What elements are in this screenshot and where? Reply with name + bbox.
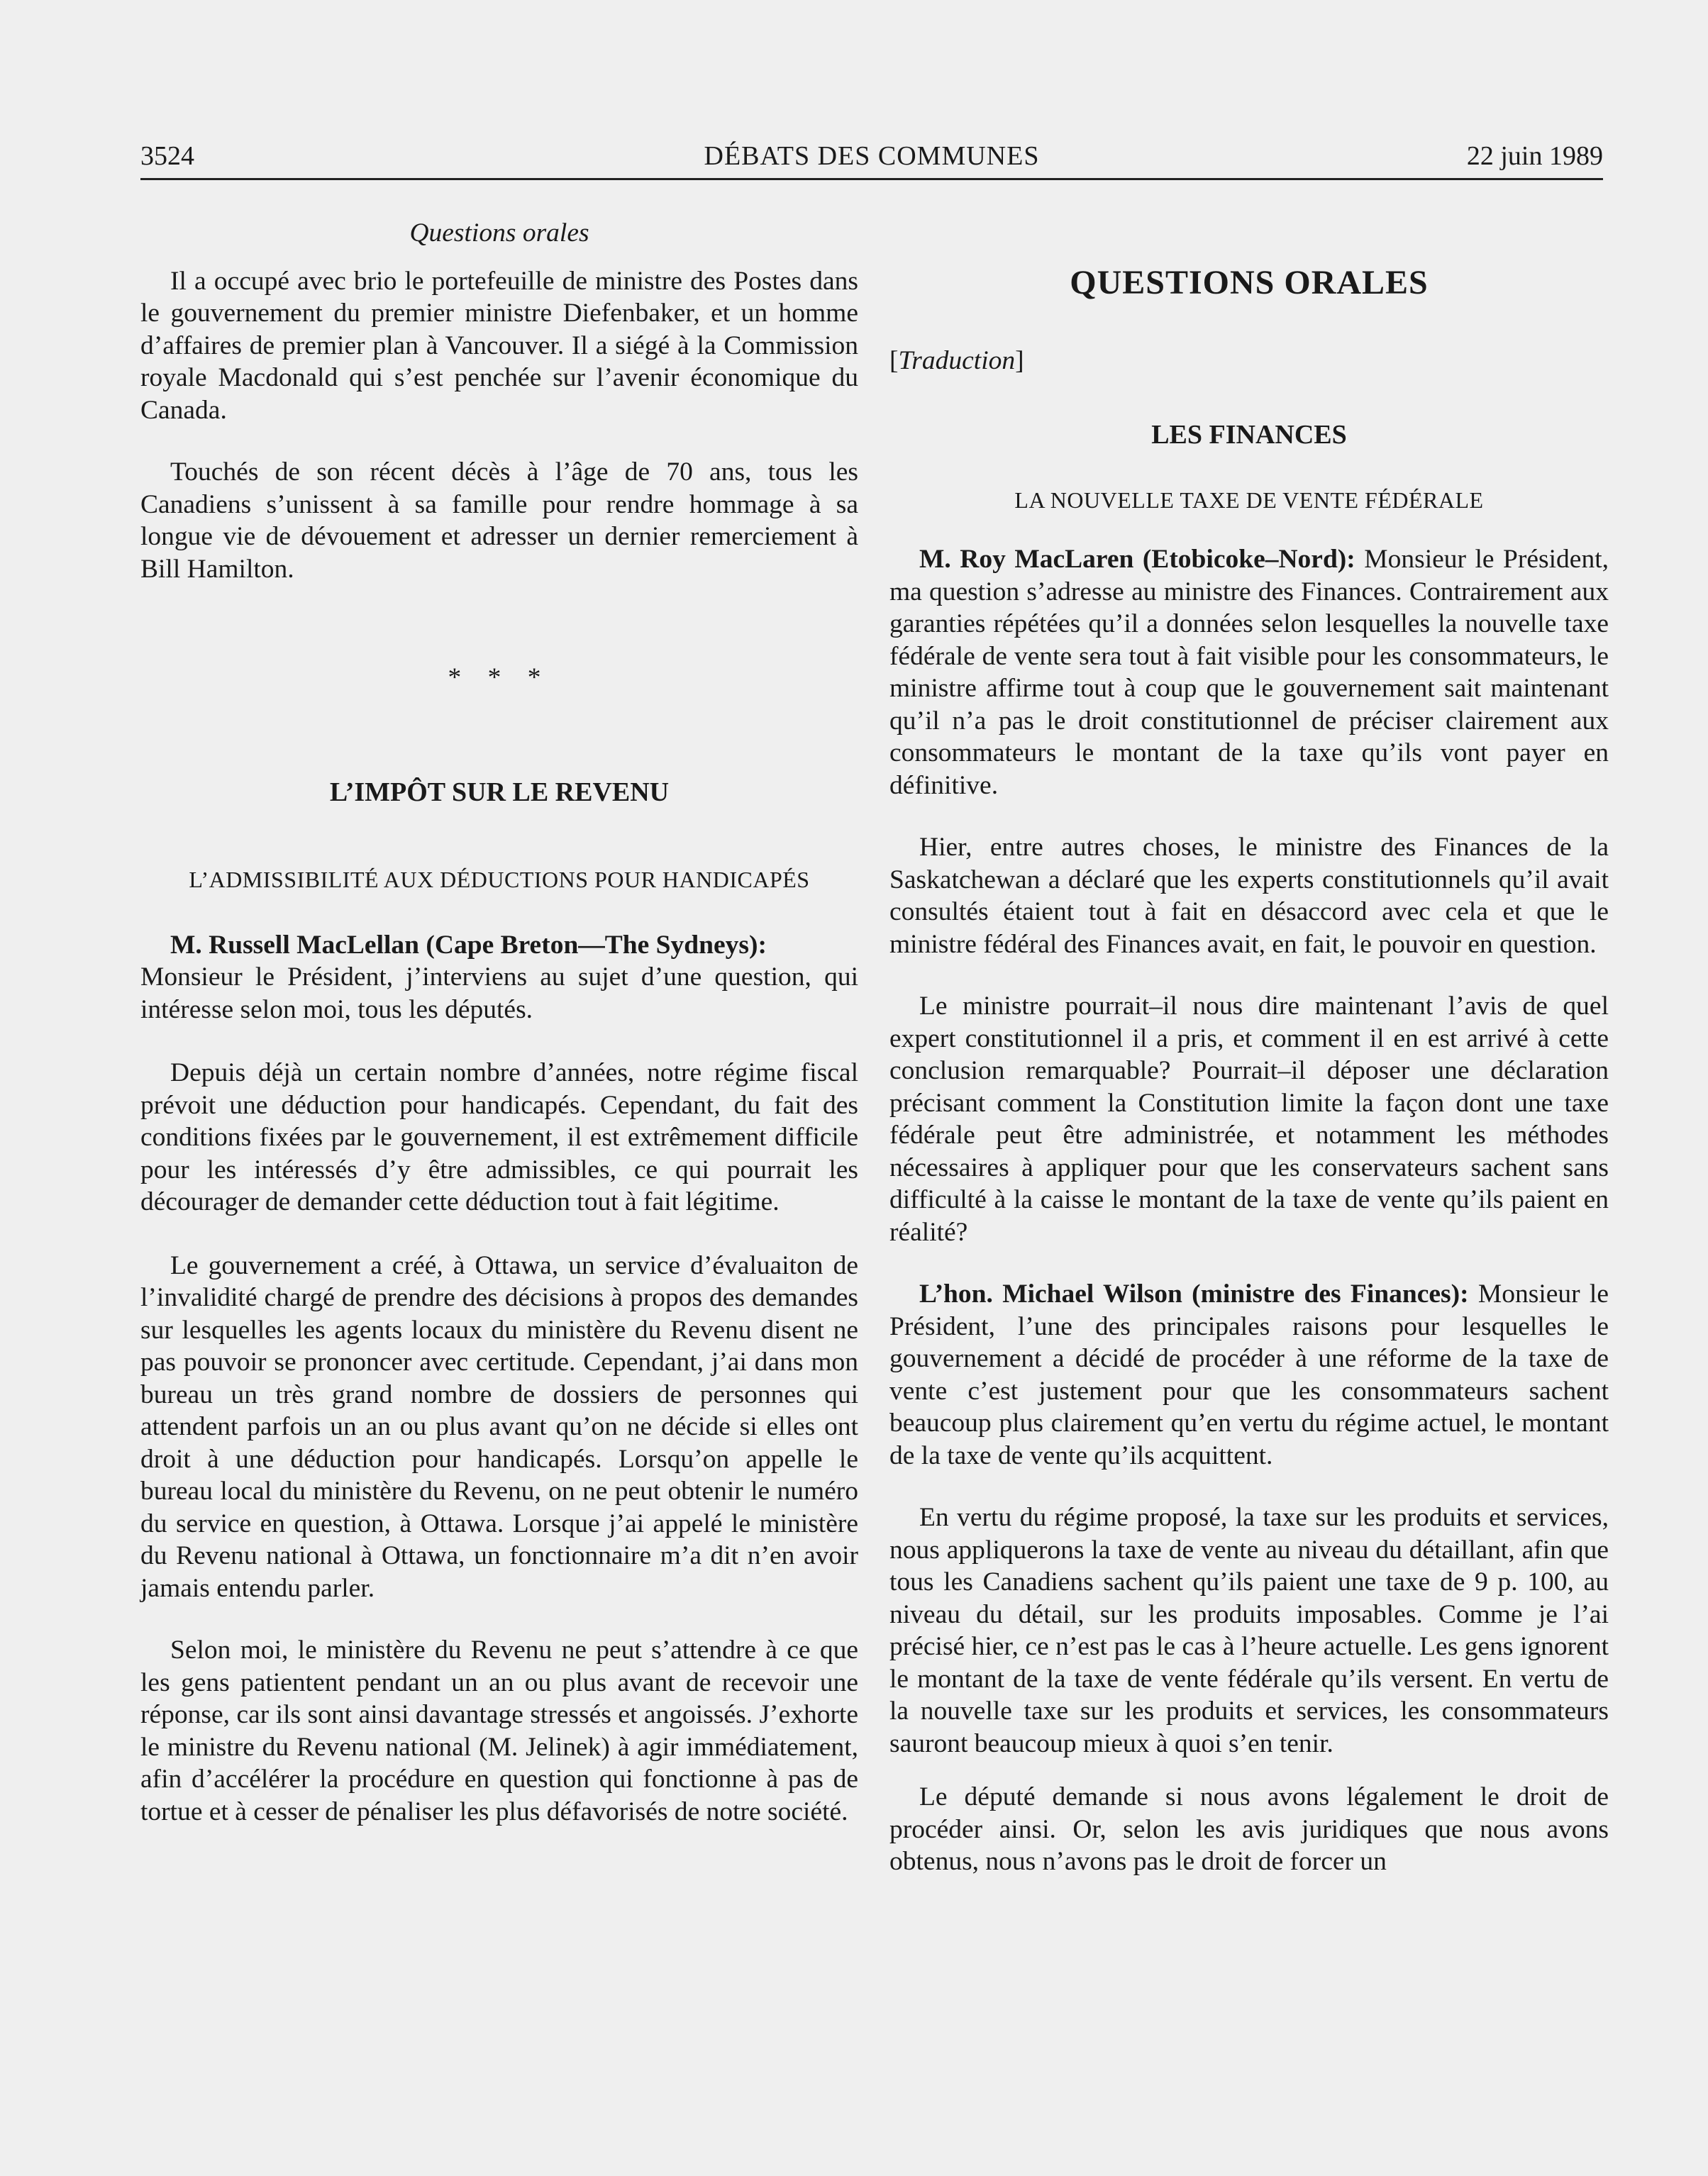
speaker-name: L’hon. Michael Wilson (ministre des Finances): <box>919 1279 1469 1309</box>
paragraph: Depuis déjà un certain nombre d’années, notre régime fiscal prévoit une déduction pour handicapés. Cependant, du fait des conditions fixées par le gouvernement, il est extrêmement difficile pour les intéressés d’y être admissibles, ce qui pourrait les décourager de demander cette déduction tout à fait légitime. <box>140 1058 858 1216</box>
speaker-name: M. Roy MacLaren (Etobicoke–Nord): <box>919 545 1355 574</box>
page-section-title: QUESTIONS ORALES <box>1070 264 1429 301</box>
paragraph <box>889 543 1609 801</box>
paragraph: En vertu du régime proposé, la taxe sur les produits et services, nous appliquerons la taxe de vente au niveau du détaillant, afin que tous les Canadiens sachent qu’ils paient une taxe de 9 p. 100, au niveau du détail, sur les produits imposables. Comme je l’ai précisé hier, ce n’est pas le cas à l’heure actuelle. Les gens ignorent le montant de la taxe de vente fédérale qu’ils versent. En vertu de la nouvelle taxe sur les produits et services, les consommateurs sauront beaucoup mieux à quoi s’en tenir. <box>889 1503 1609 1758</box>
header-rule <box>140 178 1603 180</box>
speech-text: Monsieur le Président, l’une des principales raisons pour lesquelles le gouvernement a décidé de procéder à une réforme de la taxe de vente c’est justement pour que les consommateurs sachent beaucoup plus clairement qu’en vertu du régime actuel, le montant de la taxe de vente qu’ils acquittent. <box>889 1279 1609 1470</box>
paragraph <box>140 929 858 962</box>
publication-date: 22 juin 1989 <box>1466 141 1603 171</box>
paragraph: Le gouvernement a créé, à Ottawa, un service d’évaluaiton de l’invalidité chargé de prendre des décisions à propos des demandes sur lesquelles les agents locaux du ministère du Revenu disent ne pas pouvoir se prononcer avec certitude. Cependant, j’ai dans mon bureau un très grand nombre de dossiers de personnes qui attendent parfois un an ou plus avant qu’on ne décide si elles ont droit à une déduction pour handicapés. Lorsqu’on appelle le bureau local du ministère du Revenu, on ne peut obtenir le numéro du service en question, à Ottawa. Lorsque j’ai appelé le ministère du Revenu national à Ottawa, un fonctionnaire m’a dit n’en avoir jamais entendu parler. <box>140 1250 858 1603</box>
paragraph: Touchés de son récent décès à l’âge de 70 ans, tous les Canadiens s’unissent à sa famille pour rendre hommage à sa longue vie de dévouement et adresser un dernier remerciement à Bill Hamilton. <box>140 457 858 584</box>
paragraph: Selon moi, le ministère du Revenu ne peut s’attendre à ce que les gens patientent pendant un an ou plus avant de recevoir une réponse, car ils sont ainsi davantage stressés et angoissés. J’exhorte le ministre du Revenu national (M. Jelinek) à agir immédiatement, afin d’accélérer la procédure en question qui fonctionne à pas de tortue et à cesser de pénaliser les plus défavorisés de notre société. <box>140 1636 858 1826</box>
left-column <box>140 213 858 1828</box>
section-subheading: L’ADMISSIBILITÉ AUX DÉDUCTIONS POUR HANDICAPÉS <box>189 867 810 892</box>
translation-label: Traduction <box>898 345 1016 375</box>
paragraph <box>889 1278 1609 1472</box>
section-separator: * * * <box>448 663 551 692</box>
publication-title: DÉBATS DES COMMUNES <box>704 141 1040 171</box>
paragraph: Hier, entre autres choses, le ministre des Finances de la Saskatchewan a déclaré que les experts constitutionnels qu’il avait consultés étaient tout à fait en désaccord avec cela et que le ministre fédéral des Finances avait, en fait, le pouvoir en question. <box>889 833 1609 959</box>
speaker-name: M. Russell MacLellan (Cape Breton—The Sydneys): <box>170 930 767 960</box>
section-subheading: LA NOUVELLE TAXE DE VENTE FÉDÉRALE <box>1014 487 1484 513</box>
paragraph: Il a occupé avec brio le portefeuille de ministre des Postes dans le gouvernement du premier ministre Diefenbaker, et un homme d’affaires de premier plan à Vancouver. Il a siégé à la Commission royale Macdonald qui s’est penchée sur l’avenir économique du Canada. <box>140 266 858 425</box>
speech-text: Monsieur le Président, ma question s’adresse au ministre des Finances. Contrairement aux garanties répétées qu’il a données selon lesquelles la nouvelle taxe fédérale de vente sera tout à fait visible pour les consommateurs, le ministre affirme tout à coup que le gouvernement sait maintenant qu’il n’a pas le droit constitutionnel de préciser clairement aux consommateurs le montant de la taxe qu’ils vont payer en définitive. <box>889 545 1609 800</box>
right-column <box>889 213 1609 1878</box>
page-number: 3524 <box>140 141 194 171</box>
page-header <box>140 139 1603 179</box>
paragraph: Le député demande si nous avons légalement le droit de procéder ainsi. Or, selon les avis juridiques que nous avons obtenus, nous n’avons pas le droit de forcer un <box>889 1782 1609 1876</box>
paragraph: Le ministre pourrait–il nous dire maintenant l’avis de quel expert constitutionnel il a pris, et comment il en est arrivé à cette conclusion remarquable? Pourrait–il déposer une déclaration précisant comment la Constitution limite la façon dont une taxe fédérale peut être administrée, et notamment les méthodes nécessaires à appliquer pour que les conservateurs sachent sans difficulté à la caisse le montant de la taxe de vente qu’ils paient en réalité? <box>889 992 1609 1247</box>
section-heading: L’IMPÔT SUR LE REVENU <box>329 777 670 807</box>
section-heading: LES FINANCES <box>1151 420 1347 450</box>
paragraph: Monsieur le Président, j’interviens au sujet d’une question, qui intéresse selon moi, tous les députés. <box>140 962 858 1024</box>
running-head: Questions orales <box>409 218 589 248</box>
translation-note: [Traduction] <box>889 345 1024 375</box>
